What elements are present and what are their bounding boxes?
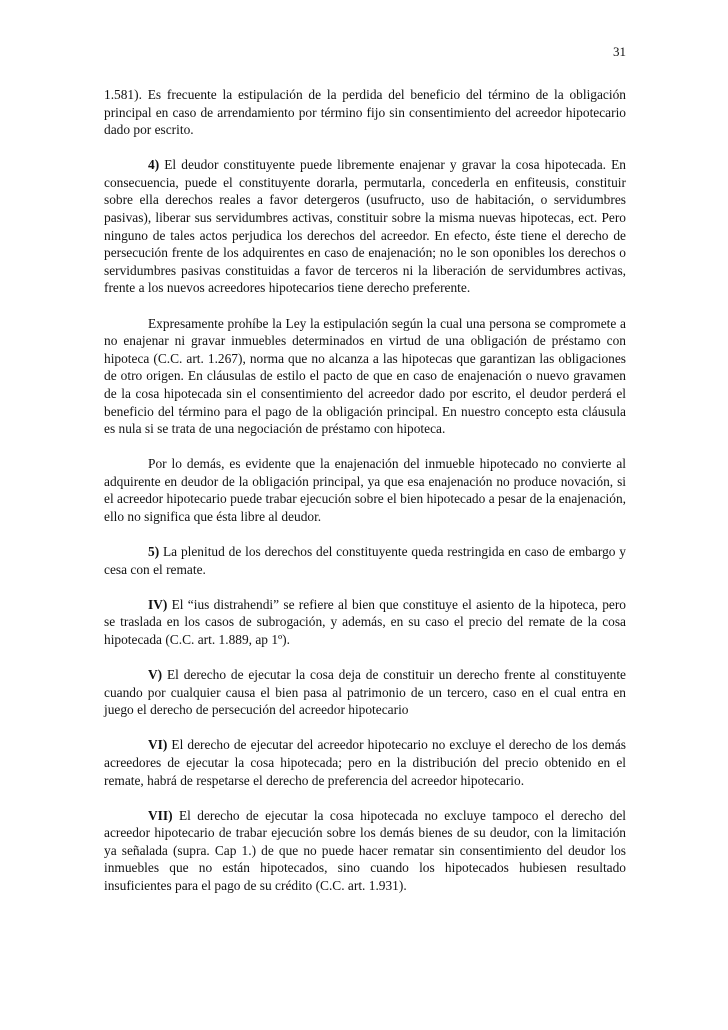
paragraph-4: [104, 455, 626, 525]
paragraph-7: [104, 666, 626, 719]
paragraph-3-text: Expresamente prohíbe la Ley la estipulación según la cual una persona se compromete a no enajenar ni gravar inmuebles determinados en virtud de una obligación de préstamo con hipoteca (C.C. art. 1.267), norma que no alcanza a las hipotecas que garantizan las obligaciones de otro origen. En cláusulas de estilo el pacto de que en caso de enajenación o nuevo gravamen de la cosa hipotecada sin el consentimiento del acreedor dado por escrito, el deudor perderá el beneficio del término para el pago de la obligación principal. En nuestro concepto esta cláusula es nula si se trata de una negociación de préstamo con hipoteca.: [104, 315, 626, 437]
paragraph-7-text: El derecho de ejecutar la cosa deja de constituir un derecho frente al constituyente cuando por cualquier causa el bien pasa al patrimonio de un tercero, caso en el cual entra en juego el derecho de persecución del acreedor hipotecario: [104, 667, 626, 718]
paragraph-1: [104, 86, 626, 139]
paragraph-6: [104, 596, 626, 649]
paragraph-9-lead: VII): [148, 807, 173, 823]
paragraph-9-text: El derecho de ejecutar la cosa hipotecada no excluye tampoco el derecho del acreedor hipotecario de trabar ejecución sobre los demás bienes de su deudor, con la limitación ya señalada (supra. Cap 1.) de que no puede hacer rematar sin consentimiento del deudor los inmuebles que no están hipotecados, sino cuando los hipotecados hubiesen resultado insuficientes para el pago de su crédito (C.C. art. 1.931).: [104, 807, 626, 893]
paragraph-2-text: El deudor constituyente puede libremente enajenar y gravar la cosa hipotecada. En consecuencia, puede el constituyente dorarla, permutarla, concederla en enfiteusis, constituir sobre ella derechos reales a favor detergeros (usufructo, uso de habitación, o servidumbres pasivas), liberar sus servidumbres activas, constituir sobre la misma nuevas hipotecas, ect. Pero ninguno de tales actos perjudica los derechos del acreedor. En efecto, éste tiene el derecho de persecución frente de los adquirentes en caso de enajenación; no le son oponibles los derechos o servidumbres pasivas constituidas a favor de terceros ni la liberación de servidumbres activas, frente a los nuevos acreedores hipotecarios tiene derecho preferente.: [104, 157, 626, 296]
document-body: [104, 86, 626, 912]
paragraph-2-lead: 4): [148, 157, 160, 173]
paragraph-5: [104, 543, 626, 578]
paragraph-6-lead: IV): [148, 596, 168, 612]
paragraph-5-lead: 5): [148, 544, 160, 560]
paragraph-8-text: El derecho de ejecutar del acreedor hipotecario no excluye el derecho de los demás acreedores de ejecutar la cosa hipotecada; pero en la distribución del precio obtenido en el remate, habrá de respetarse el derecho de preferencia del acreedor hipotecario.: [104, 737, 626, 788]
paragraph-7-lead: V): [148, 667, 163, 683]
paragraph-8: [104, 736, 626, 789]
paragraph-5-text: La plenitud de los derechos del constituyente queda restringida en caso de embargo y cesa con el remate.: [104, 544, 626, 577]
paragraph-3: [104, 315, 626, 438]
paragraph-2: [104, 156, 626, 297]
paragraph-9: [104, 807, 626, 895]
page-number: 31: [613, 44, 626, 59]
paragraph-8-lead: VI): [148, 737, 168, 753]
paragraph-6-text: El “ius distrahendi” se refiere al bien que constituye el asiento de la hipoteca, pero se traslada en los casos de subrogación, y además, en su caso el precio del remate de la cosa hipotecada (C.C. art. 1.889, ap 1º).: [104, 596, 626, 647]
paragraph-1-text: 1.581). Es frecuente la estipulación de la perdida del beneficio del término de la obligación principal en caso de arrendamiento por término fijo sin consentimiento del acreedor hipotecario dado por escrito.: [104, 87, 626, 138]
paragraph-4-text: Por lo demás, es evidente que la enajenación del inmueble hipotecado no convierte al adquirente en deudor de la obligación principal, ya que esa enajenación no produce novación, si el acreedor hipotecario puede trabar ejecución sobre el bien hipotecado a pesar de la enajenación, ello no significa que ésta libre al deudor.: [104, 456, 626, 524]
